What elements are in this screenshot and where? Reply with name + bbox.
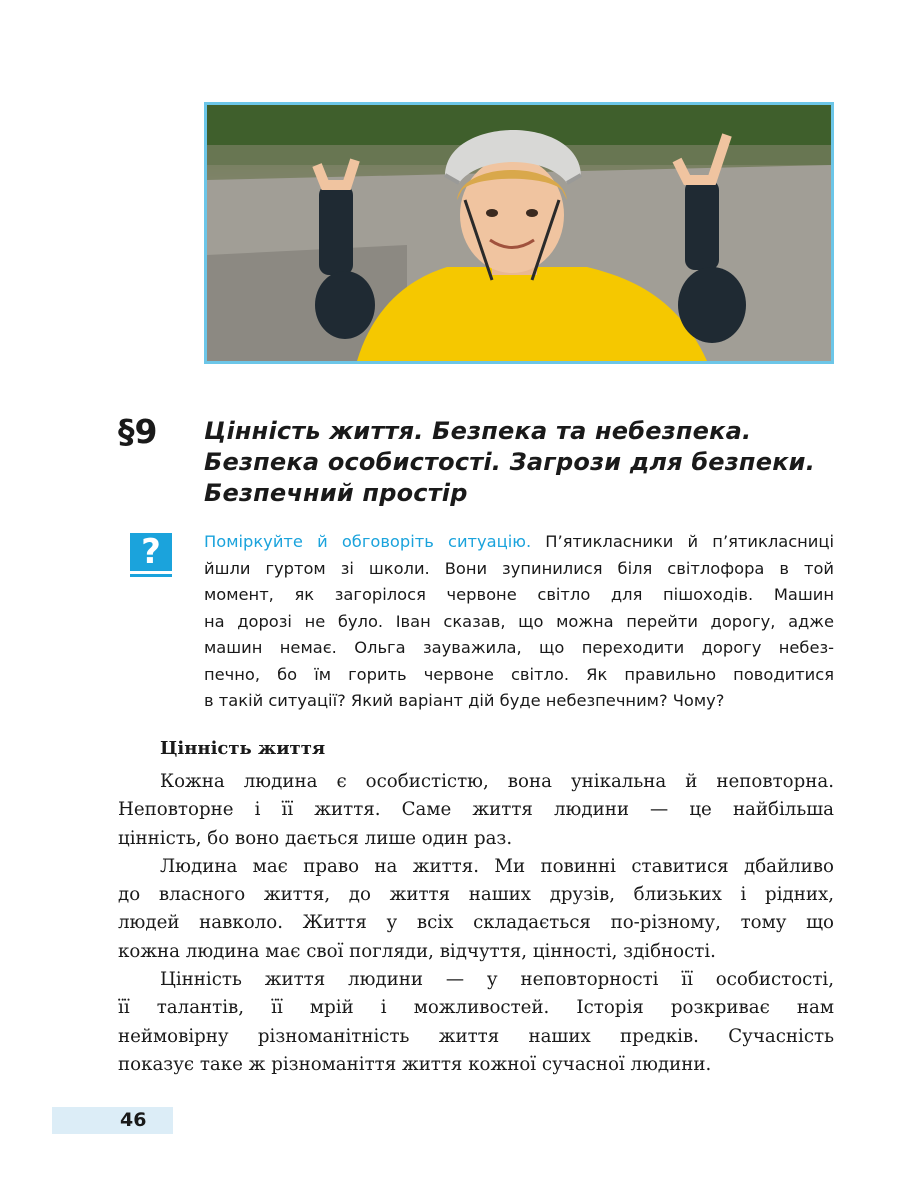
paragraph-line: кожна людина має свої погляди, відчуття, цінності, здібності. [118, 940, 716, 962]
section-title-line: Цінність життя. Безпека та небезпека. [204, 417, 752, 445]
discussion-task [204, 529, 834, 715]
task-line: в такій ситуації? Який варіант дій буде небезпечним? Чому? [204, 691, 725, 710]
task-line [204, 529, 834, 556]
page-number-bar [52, 1107, 173, 1134]
task-prompt: Поміркуйте й обговоріть ситуацію. [204, 532, 532, 551]
paragraph-line: Кожна людина є особистістю, вона унікальна й неповторна. [160, 771, 834, 792]
question-mark-glyph: ? [130, 533, 172, 571]
illustration-photo-child-in-helmet [204, 102, 834, 364]
paragraph-line: її талантів, її мрій і можливостей. Історія розкриває нам [118, 997, 834, 1019]
subheading: Цінність життя [160, 738, 326, 759]
section-title-line: Безпечний простір [204, 479, 468, 507]
task-line: момент, як загорілося червоне світло для пішоходів. Машин [204, 585, 834, 604]
paragraph-line: до власного життя, до життя наших друзів, близьких і рідних, [118, 884, 834, 906]
paragraph-line: цінність, бо воно дається лише один раз. [118, 827, 513, 849]
page-number: 46 [120, 1109, 147, 1131]
paragraph-line: Людина має право на життя. Ми повинні ставитися дбайливо [160, 855, 834, 877]
paragraph-line: Цінність життя людини — у неповторності її особистості, [160, 969, 834, 991]
section-number: §9 [118, 412, 158, 451]
task-line: машин немає. Ольга зауважила, що переходити дорогу небез- [204, 638, 834, 657]
question-icon-underline [130, 574, 172, 577]
task-line: печно, бо їм горить червоне світло. Як правильно поводитися [204, 664, 834, 684]
task-line: на дорозі не було. Іван сказав, що можна перейти дорогу, адже [204, 611, 834, 631]
question-icon [130, 533, 174, 577]
paragraph-line: Неповторне і її життя. Саме життя людини — це найбільша [118, 799, 834, 821]
task-line: йшли гуртом зі школи. Вони зупинилися біля світлофора в той [204, 558, 834, 578]
task-line-rest: П’ятикласники й п’ятикласниці [531, 532, 834, 551]
paragraph-line: неймовірну різноманітність життя наших предків. Сучасність [118, 1025, 834, 1047]
paragraph-line: показує таке ж різноманіття життя кожної сучасної людини. [118, 1053, 712, 1075]
paragraph-line: людей навколо. Життя у всіх складається по-різному, тому що [118, 912, 834, 934]
section-title [204, 416, 844, 509]
body-text [118, 768, 834, 1079]
section-title-line: Безпека особистості. Загрози для безпеки. [204, 448, 816, 476]
